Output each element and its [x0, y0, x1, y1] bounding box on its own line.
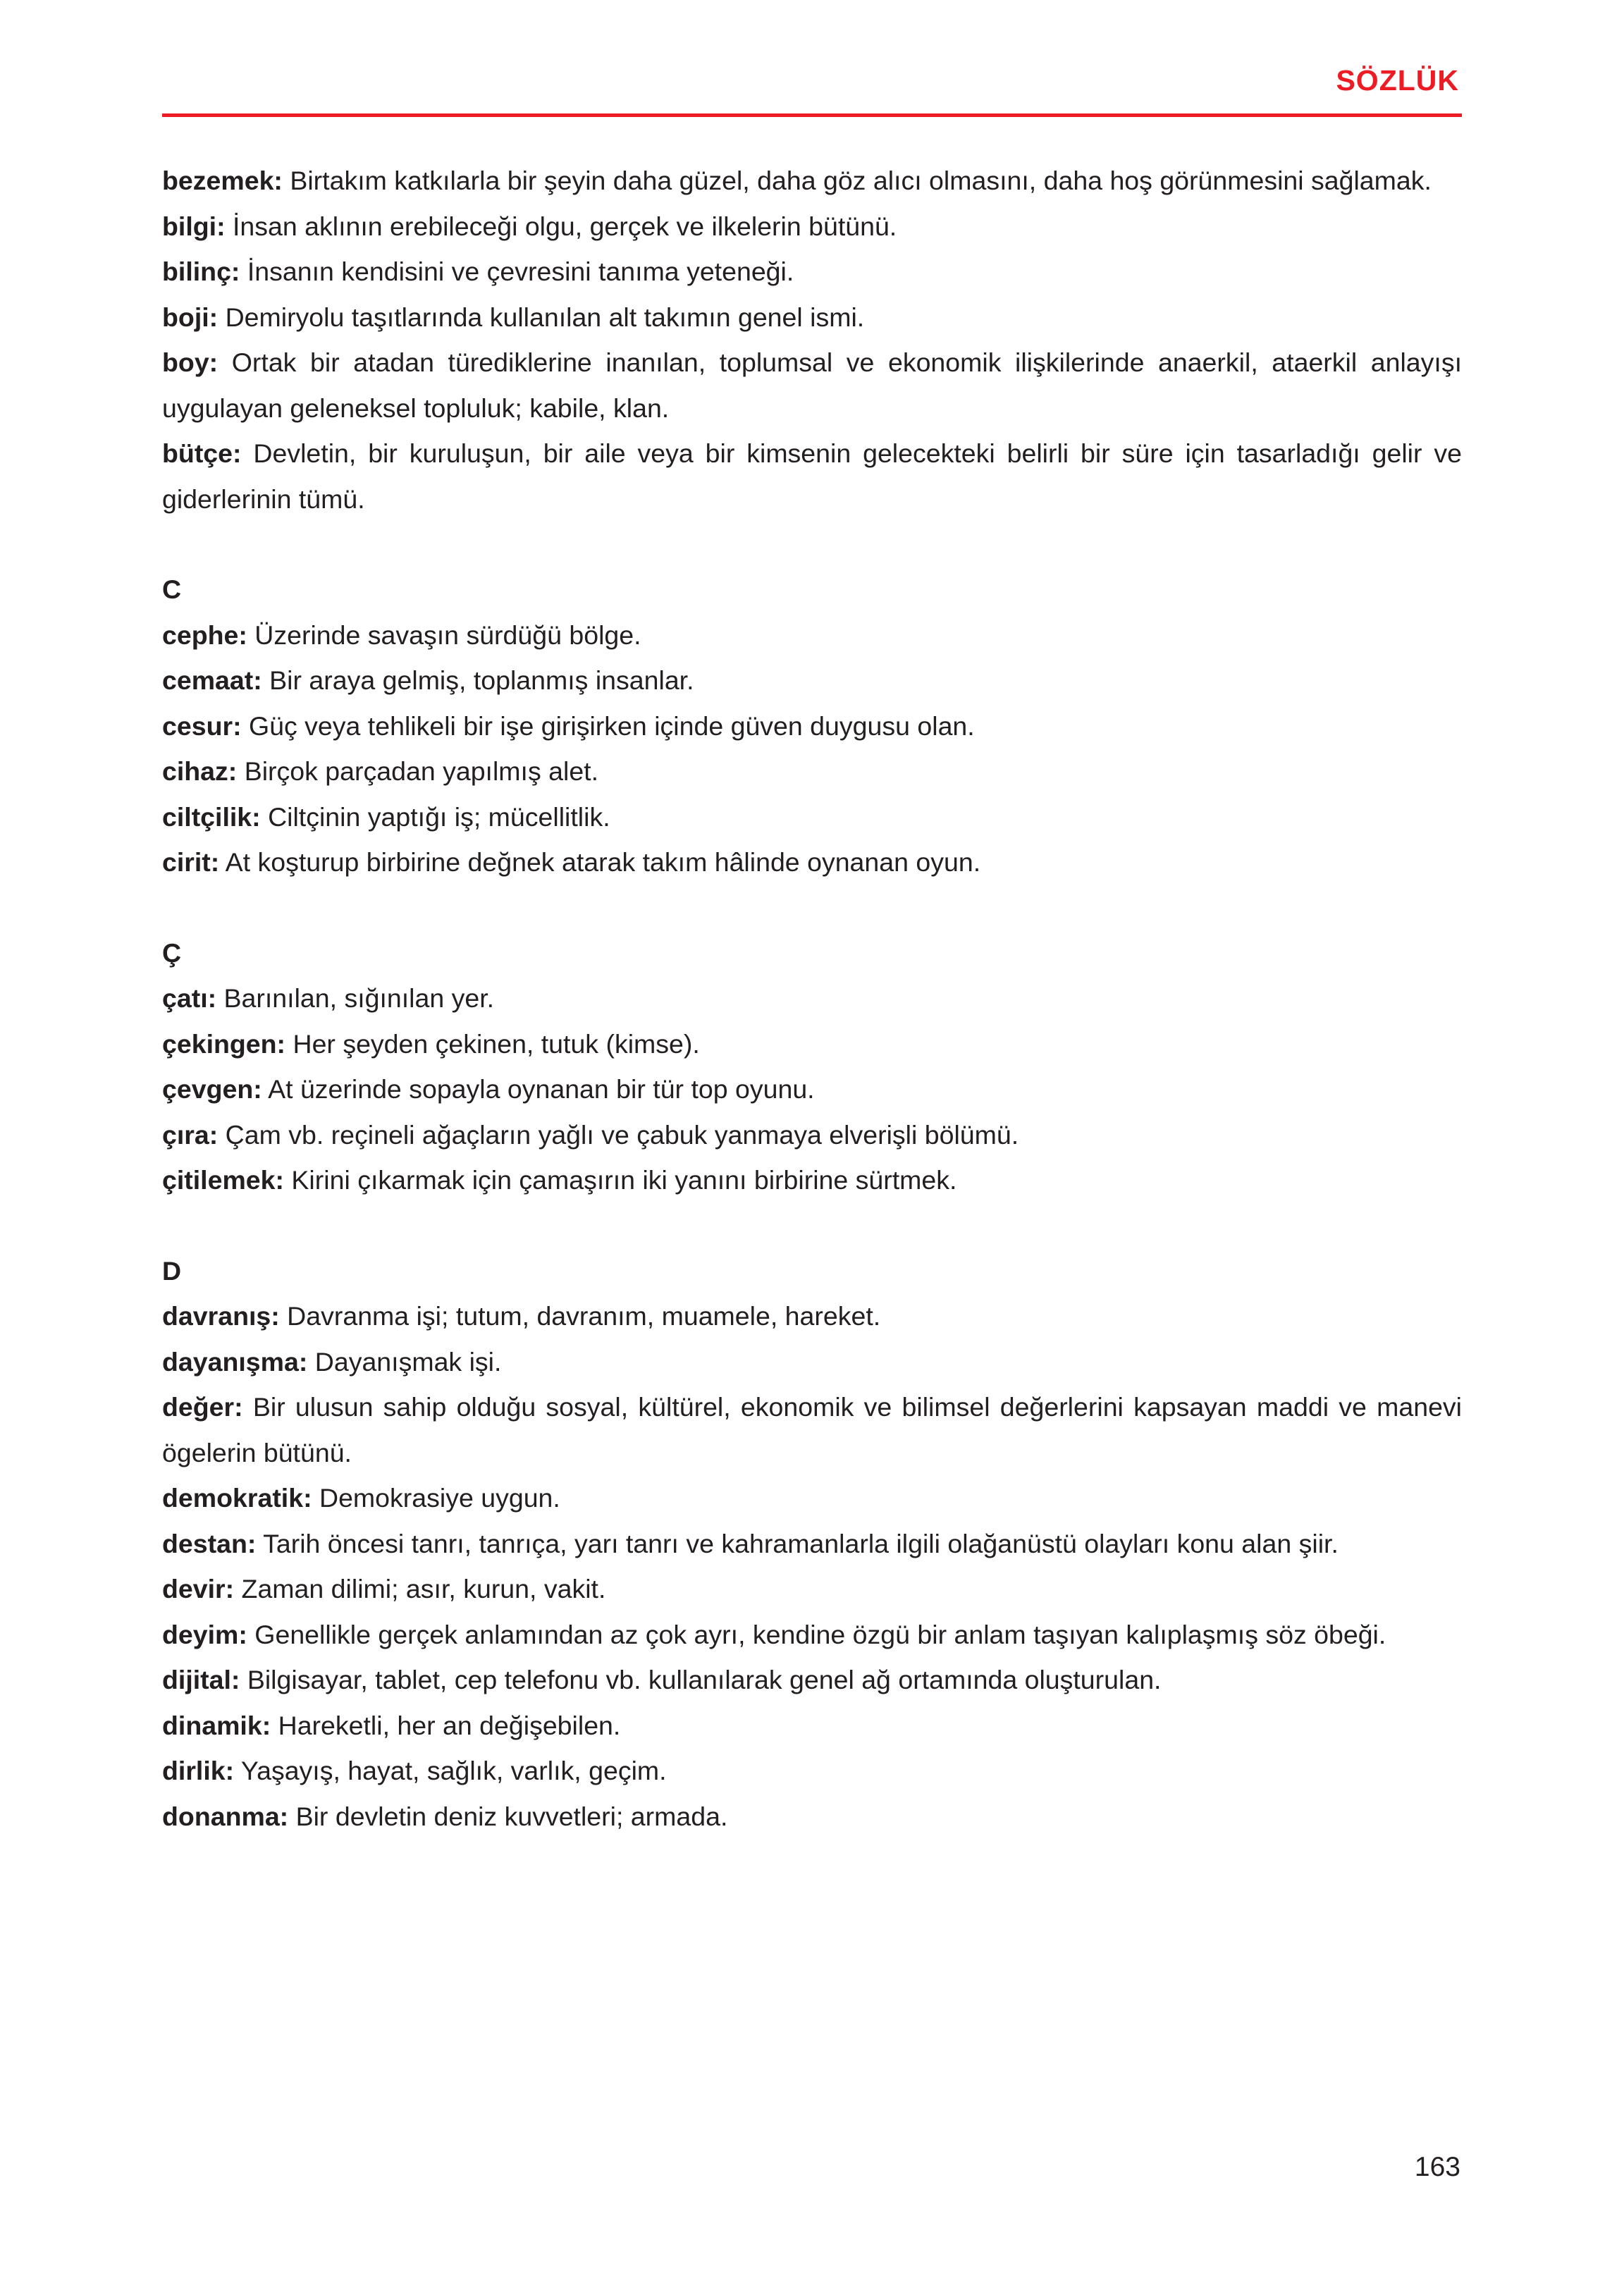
entry-definition: Zaman dilimi; asır, kurun, vakit. — [241, 1574, 606, 1604]
entry-term: cesur: — [162, 710, 242, 741]
glossary-entry — [162, 295, 1462, 340]
glossary-entry — [162, 1339, 1462, 1385]
glossary-entry — [162, 1384, 1462, 1475]
entry-definition: Ciltçinin yaptığı iş; mücellitlik. — [268, 801, 610, 832]
glossary-entry — [162, 749, 1462, 794]
entry-definition: Üzerinde savaşın sürdüğü bölge. — [254, 620, 641, 650]
page-header — [162, 63, 1462, 117]
entry-term: cirit: — [162, 847, 220, 878]
entry-definition: Hareketli, her an değişebilen. — [278, 1710, 621, 1740]
glossary-entry — [162, 158, 1462, 204]
glossary-entry — [162, 703, 1462, 749]
entry-definition: Barınılan, sığınılan yer. — [223, 983, 495, 1014]
entry-term: dirlik: — [162, 1756, 235, 1786]
glossary-entry — [162, 612, 1462, 658]
glossary-entry — [162, 1612, 1462, 1658]
entry-term: demokratik: — [162, 1483, 312, 1513]
entry-definition: Devletin, bir kuruluşun, bir aile veya bir kimsenin gelecekteki belirli bir süre için tasarladığı gelir ve giderlerinin tümü. — [162, 438, 1462, 514]
entry-term: çekingen: — [162, 1028, 286, 1059]
entry-definition: Demiryolu taşıtlarında kullanılan alt takımın genel ismi. — [225, 302, 865, 332]
glossary-entry — [162, 1566, 1462, 1612]
section-letter: D — [162, 1255, 182, 1286]
entry-term: değer: — [162, 1392, 243, 1422]
glossary-entry — [162, 1703, 1462, 1749]
glossary-entry — [162, 1475, 1462, 1521]
entry-definition: Genellikle gerçek anlamından az çok ayrı, kendine özgü bir anlam taşıyan kalıplaşmış söz öbeği. — [254, 1619, 1386, 1649]
entry-definition: At koşturup birbirine değnek atarak takım hâlinde oynanan oyun. — [225, 847, 981, 878]
entry-term: donanma: — [162, 1801, 289, 1831]
glossary-entry — [162, 1521, 1462, 1567]
entry-term: bilgi: — [162, 211, 226, 241]
entry-term: bilinç: — [162, 257, 240, 287]
entry-definition: Bir araya gelmiş, toplanmış insanlar. — [269, 665, 694, 696]
entry-term: cephe: — [162, 620, 247, 650]
entry-definition: Davranma işi; tutum, davranım, muamele, hareket. — [287, 1301, 881, 1331]
header-rule — [162, 113, 1462, 117]
entry-term: deyim: — [162, 1619, 247, 1649]
entry-term: cihaz: — [162, 756, 238, 787]
entry-definition: Her şeyden çekinen, tutuk (kimse). — [293, 1028, 700, 1059]
section-letter: Ç — [162, 937, 182, 968]
glossary-entry — [162, 1021, 1462, 1067]
entry-term: bezemek: — [162, 166, 283, 196]
entry-definition: Kirini çıkarmak için çamaşırın iki yanını birbirine sürtmek. — [291, 1165, 957, 1195]
entry-term: çitilemek: — [162, 1165, 284, 1195]
entry-definition: Yaşayış, hayat, sağlık, varlık, geçim. — [240, 1756, 667, 1786]
entry-term: boy: — [162, 347, 219, 378]
glossary-entry — [162, 340, 1462, 431]
entry-definition: Çam vb. reçineli ağaçların yağlı ve çabuk yanmaya elverişli bölümü. — [225, 1119, 1019, 1150]
glossary — [162, 158, 1462, 1839]
entry-definition: Bir devletin deniz kuvvetleri; armada. — [295, 1801, 728, 1831]
entry-term: ciltçilik: — [162, 801, 261, 832]
entry-definition: İnsanın kendisini ve çevresini tanıma yeteneği. — [247, 257, 794, 287]
entry-definition: Birtakım katkılarla bir şeyin daha güzel, daha göz alıcı olmasını, daha hoş görünmesini sağlamak. — [290, 166, 1432, 196]
section-letter: C — [162, 574, 182, 605]
entry-term: çevgen: — [162, 1074, 262, 1104]
entry-definition: Ortak bir atadan türediklerine inanılan, toplumsal ve ekonomik ilişkilerinde anaerkil, ataerkil anlayışı uygulayan geleneksel topluluk; kabile, klan. — [162, 347, 1463, 423]
entry-term: dinamik: — [162, 1710, 271, 1740]
glossary-entry — [162, 658, 1462, 703]
glossary-entry — [162, 794, 1462, 840]
entry-definition: Bilgisayar, tablet, cep telefonu vb. kullanılarak genel ağ ortamında oluşturulan. — [247, 1665, 1162, 1695]
glossary-entry — [162, 1794, 1462, 1840]
glossary-entry — [162, 839, 1462, 885]
glossary-entry — [162, 204, 1462, 250]
entry-term: bütçe: — [162, 438, 242, 469]
entry-definition: At üzerinde sopayla oynanan bir tür top oyunu. — [268, 1074, 815, 1104]
glossary-entry — [162, 1066, 1462, 1112]
glossary-entry — [162, 431, 1462, 522]
glossary-entry — [162, 249, 1462, 295]
entry-definition: Bir ulusun sahip olduğu sosyal, kültürel, ekonomik ve bilimsel değerlerini kapsayan maddi ve manevi ögelerin bütünü. — [162, 1392, 1463, 1467]
glossary-entry — [162, 1157, 1462, 1203]
entry-definition: Birçok parçadan yapılmış alet. — [244, 756, 599, 787]
entry-definition: Güç veya tehlikeli bir işe girişirken içinde güven duygusu olan. — [248, 710, 975, 741]
glossary-entry — [162, 975, 1462, 1021]
entry-term: destan: — [162, 1528, 257, 1558]
glossary-entry — [162, 1112, 1462, 1158]
entry-term: çıra: — [162, 1119, 219, 1150]
entry-term: cemaat: — [162, 665, 262, 696]
entry-term: davranış: — [162, 1301, 280, 1331]
glossary-entry — [162, 1748, 1462, 1794]
entry-definition: Tarih öncesi tanrı, tanrıça, yarı tanrı ve kahramanlarla ilgili olağanüstü olayları konu alan şiir. — [263, 1528, 1339, 1558]
entry-term: dayanışma: — [162, 1346, 308, 1377]
entry-definition: İnsan aklının erebileceği olgu, gerçek ve ilkelerin bütünü. — [232, 211, 897, 241]
entry-term: boji: — [162, 302, 219, 332]
entry-term: devir: — [162, 1574, 235, 1604]
page-header-title: SÖZLÜK — [1336, 64, 1459, 97]
entry-term: çatı: — [162, 983, 217, 1014]
entry-definition: Dayanışmak işi. — [314, 1346, 502, 1377]
entry-definition: Demokrasiye uygun. — [319, 1483, 560, 1513]
glossary-entry — [162, 1293, 1462, 1339]
glossary-entry — [162, 1657, 1462, 1703]
page-number: 163 — [1414, 2152, 1460, 2182]
entry-term: dijital: — [162, 1665, 240, 1695]
